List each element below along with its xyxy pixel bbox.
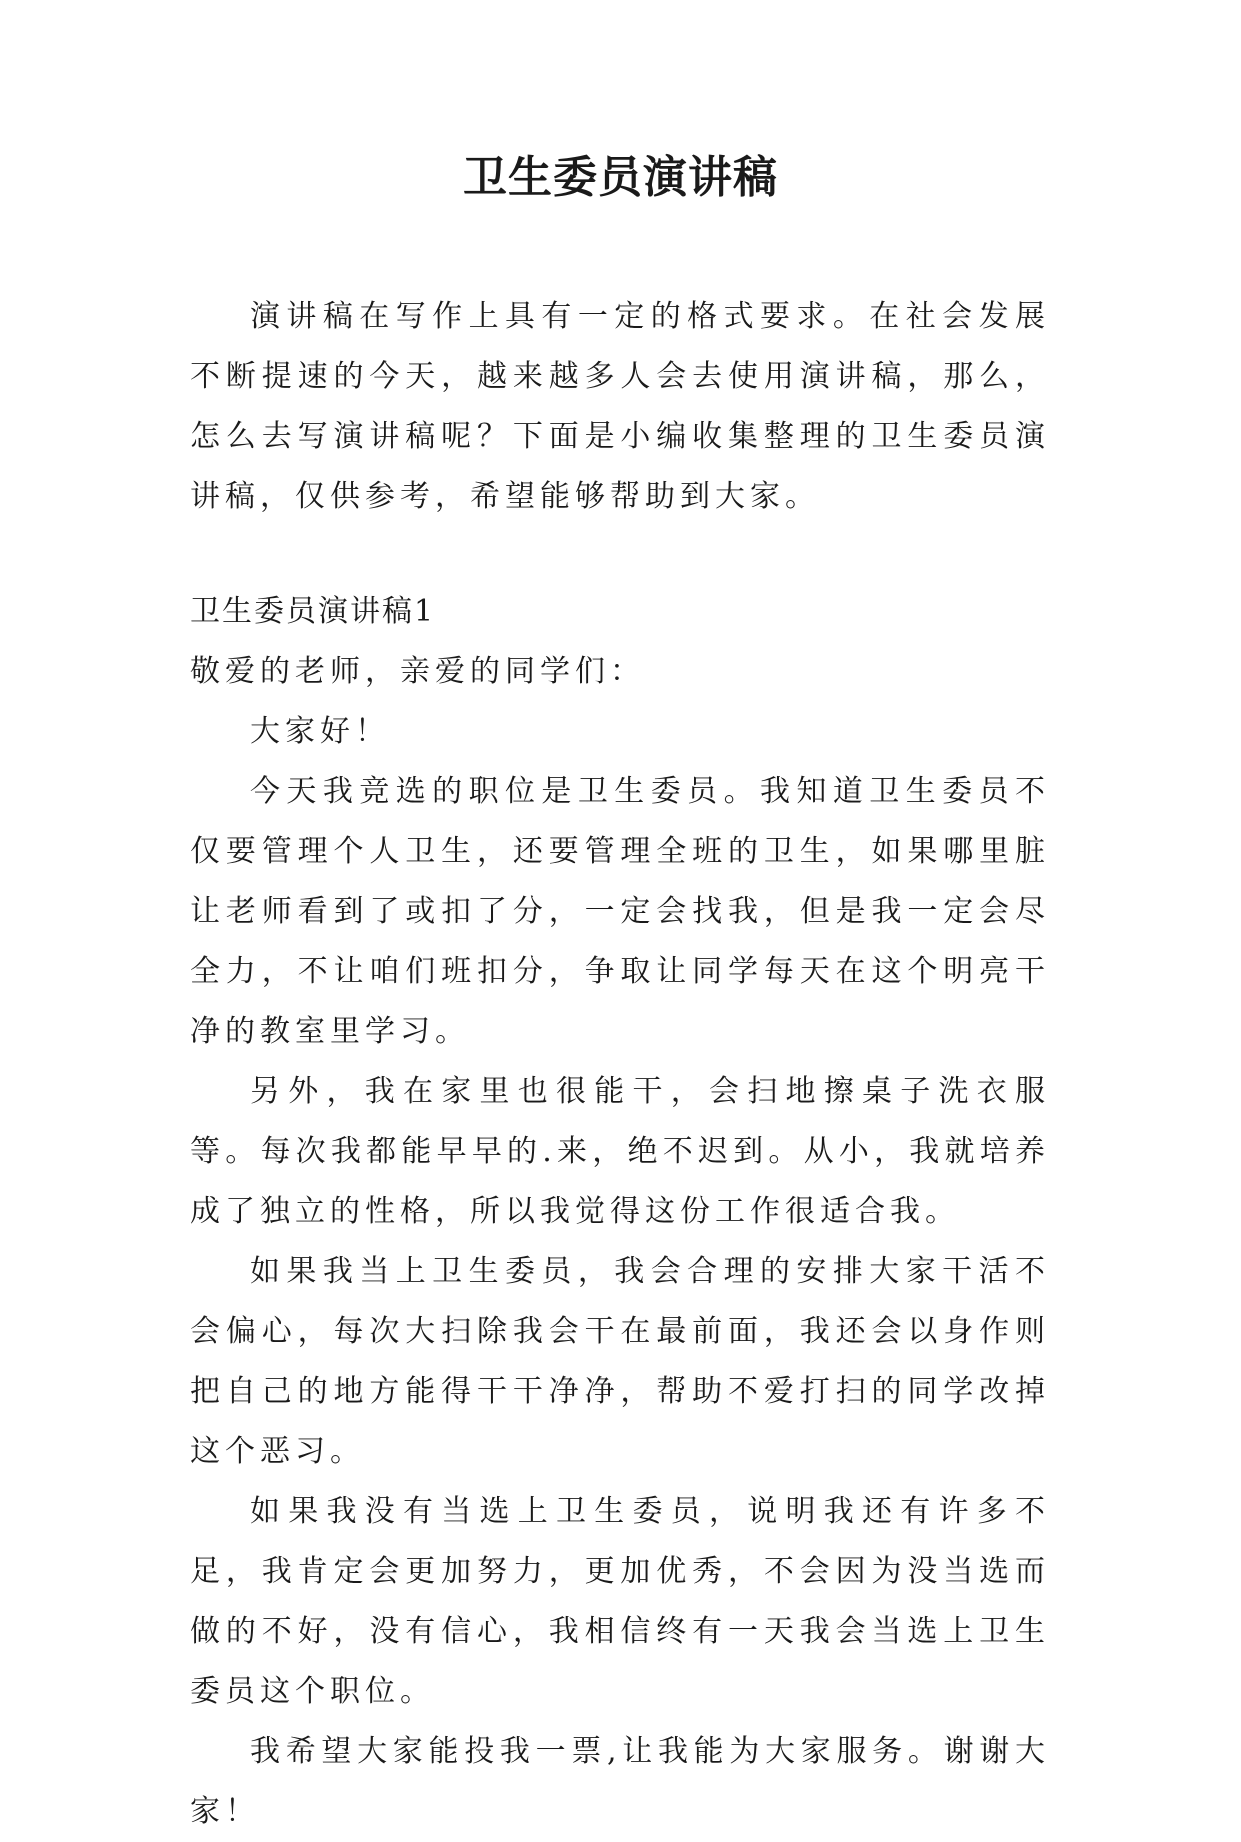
salutation: 敬爱的老师，亲爱的同学们： — [190, 654, 645, 689]
intro-paragraph: 演讲稿在写作上具有一定的格式要求。在社会发展不断提速的今天，越来越多人会去使用演讲稿，那么，怎么去写演讲稿呢？下面是小编收集整理的卫生委员演讲稿，仅供参考，希望能够帮助到大家。 — [190, 299, 1050, 514]
speech-paragraph: 如果我没有当选上卫生委员，说明我还有许多不足，我肯定会更加努力，更加优秀，不会因为没当选而做的不好，没有信心，我相信终有一天我会当选上卫生委员这个职位。 — [190, 1494, 1050, 1709]
page-title: 卫生委员演讲稿 — [463, 152, 778, 203]
speech-paragraph: 如果我当上卫生委员，我会合理的安排大家干活不会偏心，每次大扫除我会干在最前面，我还会以身作则把自己的地方能得干干净净，帮助不爱打扫的同学改掉这个恶习。 — [190, 1254, 1050, 1469]
speech-paragraph: 今天我竞选的职位是卫生委员。我知道卫生委员不仅要管理个人卫生，还要管理全班的卫生，如果哪里脏让老师看到了或扣了分，一定会找我，但是我一定会尽全力，不让咱们班扣分，争取让同学每天在这个明亮干净的教室里学习。 — [190, 774, 1050, 1049]
speech-paragraph: 另外，我在家里也很能干，会扫地擦桌子洗衣服等。每次我都能早早的.来，绝不迟到。从小，我就培养成了独立的性格，所以我觉得这份工作很适合我。 — [190, 1074, 1050, 1229]
speech-paragraph: 我希望大家能投我一票,让我能为大家服务。谢谢大家！ — [190, 1734, 1050, 1829]
speech-section — [190, 582, 1050, 1842]
intro-section — [190, 287, 1050, 527]
greeting: 大家好！ — [250, 714, 390, 749]
speech-heading: 卫生委员演讲稿1 — [190, 594, 436, 629]
